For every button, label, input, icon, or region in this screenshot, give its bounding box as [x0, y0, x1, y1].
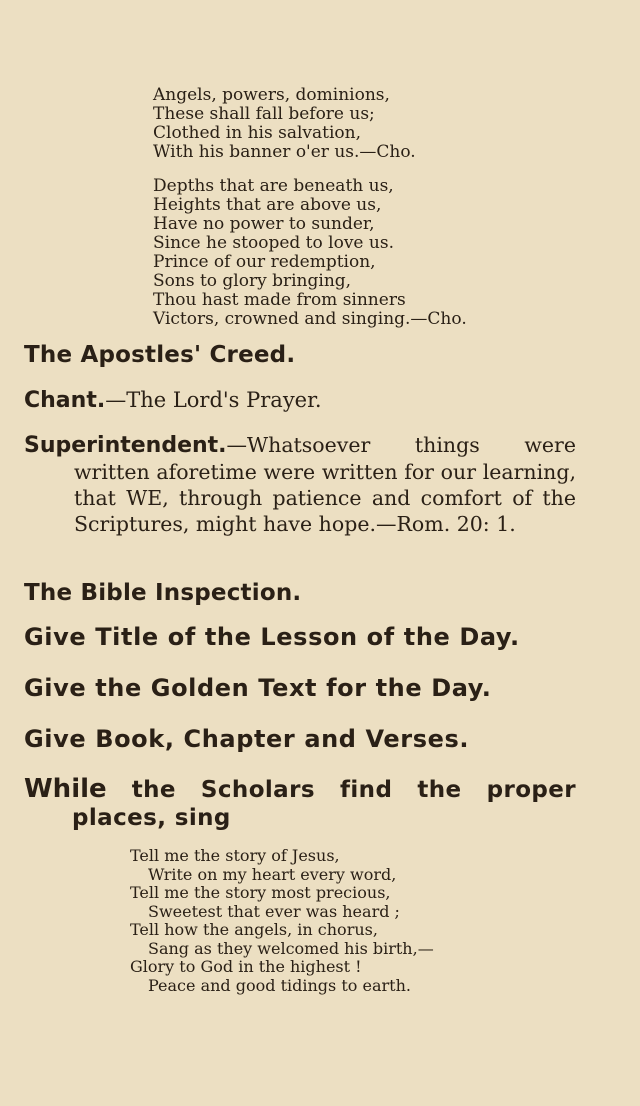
hymn-line: Tell me the story of Jesus,: [130, 846, 340, 865]
hymn-line: Prince of our redemption,: [153, 252, 376, 272]
hymn-line: Victors, crowned and singing.—Cho.: [153, 309, 467, 329]
while-scholars-instruction: [24, 775, 576, 832]
hymn-stanza-3: [130, 847, 434, 995]
hymn-line: Glory to God in the highest !: [130, 957, 362, 976]
hymn-line: Sweetest that ever was heard ;: [148, 901, 400, 921]
chant-label: Chant.: [24, 388, 106, 413]
while-rest: the Scholars find the proper places, sing: [72, 777, 576, 831]
hymn-line: Tell how the angels, in chorus,: [130, 920, 378, 939]
chant-text: —The Lord's Prayer.: [105, 388, 322, 412]
hymn-line: These shall fall before us;: [153, 104, 375, 124]
superintendent-label: Superintendent.: [24, 433, 227, 458]
lesson-title-heading: Give Title of the Lesson of the Day.: [24, 623, 520, 651]
hymn-stanza-1: [153, 86, 416, 162]
apostles-creed-heading: The Apostles' Creed.: [24, 342, 296, 368]
chant-line: [24, 387, 580, 414]
superintendent-text: —Whatsoever things were written aforetime were written for our learning, that WE, through patience and comfort of the Scriptures, might have hope.—Rom. 20: 1.: [74, 433, 576, 536]
hymn-line: Peace and good tidings to earth.: [148, 975, 411, 995]
hymn-line: Have no power to sunder,: [153, 214, 375, 234]
hymn-line: Write on my heart every word,: [148, 864, 397, 884]
hymn-line: Thou hast made from sinners: [153, 290, 406, 310]
hymn-line: Depths that are beneath us,: [153, 176, 394, 196]
hymn-line: Since he stooped to love us.: [153, 233, 394, 253]
hymn-line: Clothed in his salvation,: [153, 123, 362, 143]
hymn-stanza-2: [153, 177, 467, 329]
bible-inspection-heading: The Bible Inspection.: [24, 580, 302, 606]
golden-text-heading: Give the Golden Text for the Day.: [24, 674, 492, 702]
hymn-line: Heights that are above us,: [153, 195, 382, 215]
hymn-line: Angels, powers, dominions,: [153, 85, 390, 105]
hymn-line: Sang as they welcomed his birth,—: [148, 938, 434, 958]
hymn-line: Tell me the story most precious,: [130, 883, 391, 902]
book-chapter-heading: Give Book, Chapter and Verses.: [24, 725, 470, 753]
while-lead: While: [24, 774, 107, 804]
hymn-line: Sons to glory bringing,: [153, 271, 352, 291]
hymn-line: With his banner o'er us.—Cho.: [153, 142, 416, 162]
superintendent-reading: [24, 432, 576, 537]
